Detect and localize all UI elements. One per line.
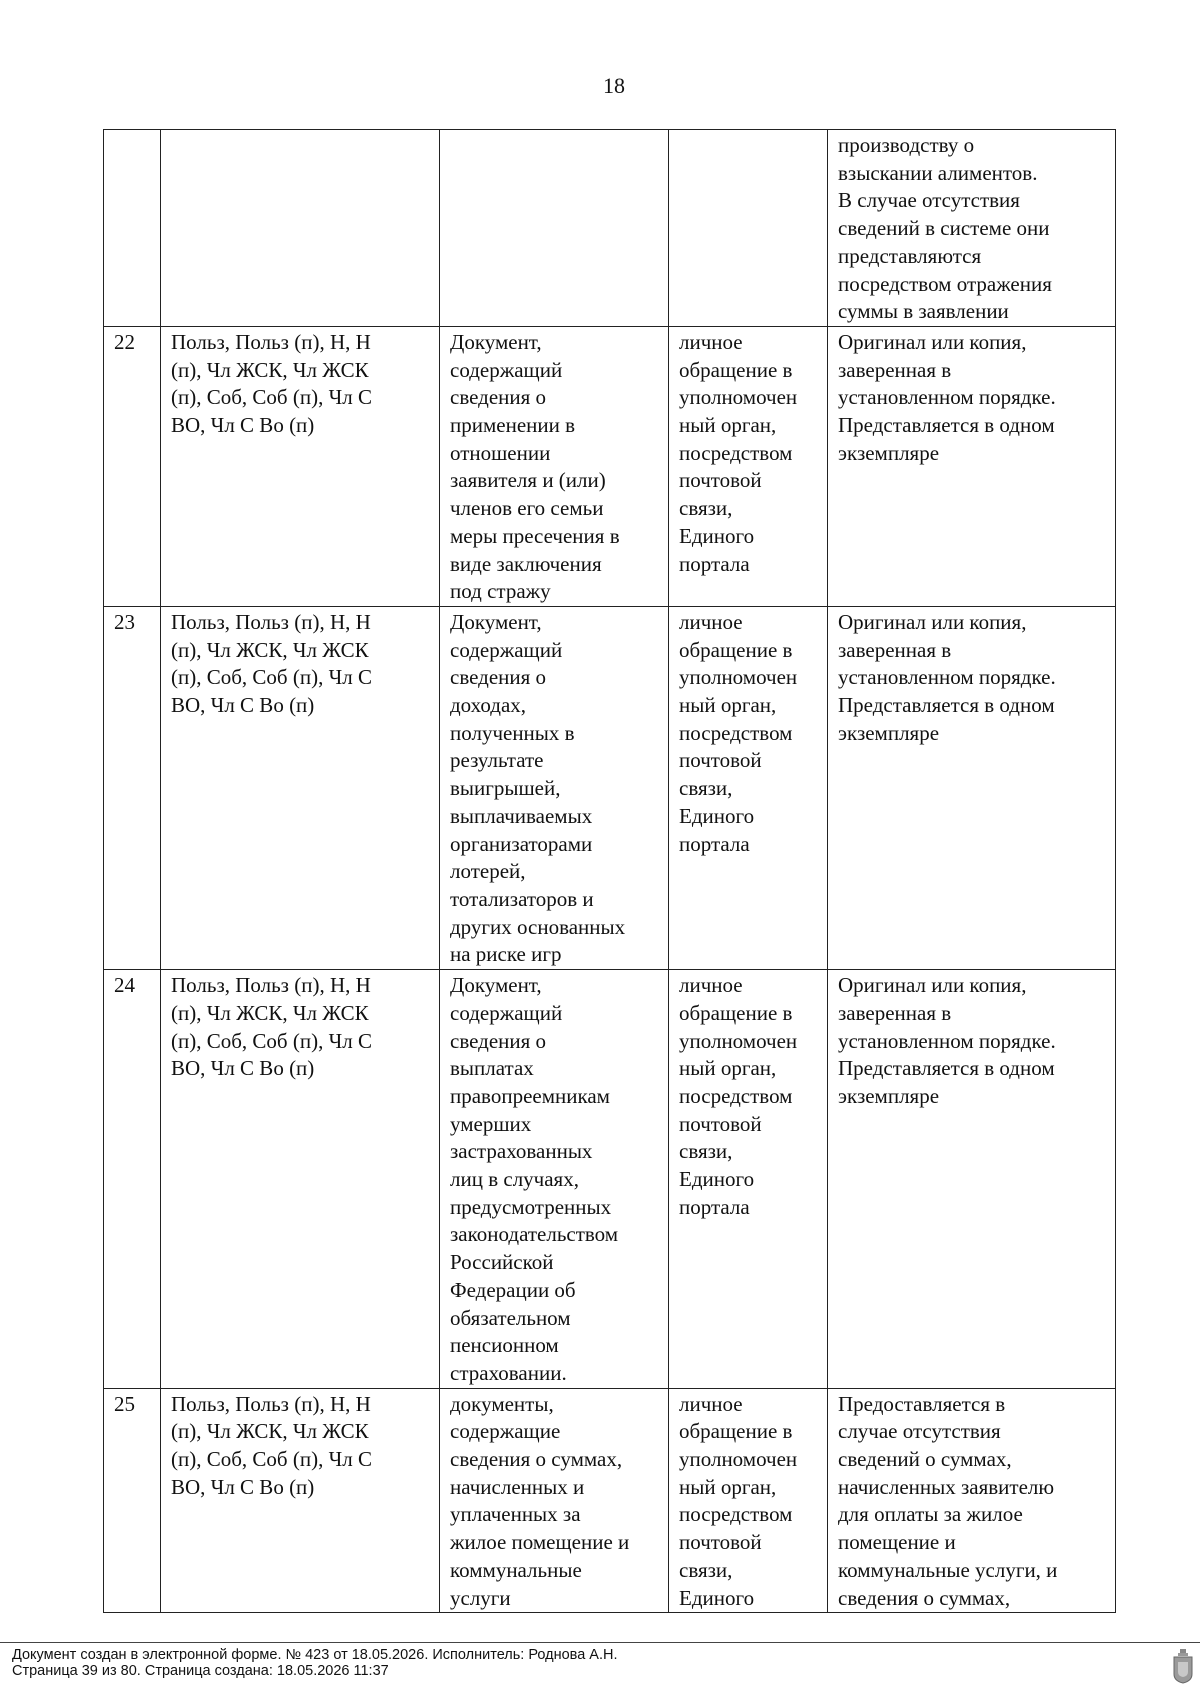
applicant-categories: Польз, Польз (п), Н, Н (п), Чл ЖСК, Чл ЖСК (п), Соб, Соб (п), Чл С ВО, Чл С Во (п) [161, 1388, 440, 1613]
submission-note: Оригинал или копия, заверенная в установленном порядке. Представляется в одном экземпляре [828, 326, 1116, 606]
coat-of-arms-icon [1172, 1648, 1194, 1684]
document-description: документы, содержащие сведения о суммах, начисленных и уплаченных за жилое помещение и коммунальные услуги [440, 1388, 669, 1613]
footer-page-info: Страница 39 из 80. Страница создана: 18.05.2026 11:37 [12, 1663, 389, 1679]
document-description [440, 130, 669, 327]
submission-method: личное обращение в уполномочен ный орган, посредством почтовой связи, Единого портала [669, 326, 828, 606]
row-number: 25 [104, 1388, 161, 1613]
row-number [104, 130, 161, 327]
row-number: 24 [104, 970, 161, 1389]
submission-method: личное обращение в уполномочен ный орган, посредством почтовой связи, Единого портала [669, 606, 828, 969]
submission-note: Оригинал или копия, заверенная в установленном порядке. Представляется в одном экземпляре [828, 606, 1116, 969]
submission-note: производству о взыскании алиментов. В случае отсутствия сведений в системе они представляются посредством отражения суммы в заявлении [828, 130, 1116, 327]
table-row [104, 130, 1116, 327]
row-number: 23 [104, 606, 161, 969]
submission-method [669, 130, 828, 327]
table-row [104, 970, 1116, 1389]
applicant-categories [161, 130, 440, 327]
document-description: Документ, содержащий сведения о доходах, полученных в результате выигрышей, выплачиваемых организаторами лотерей, тотализаторов и других основанных на риске игр [440, 606, 669, 969]
submission-method: личное обращение в уполномочен ный орган, посредством почтовой связи, Единого [669, 1388, 828, 1613]
page-number: 18 [603, 73, 625, 98]
submission-note: Предоставляется в случае отсутствия сведений о суммах, начисленных заявителю для оплаты за жилое помещение и коммунальные услуги, и сведения о суммах, [828, 1388, 1116, 1613]
submission-method: личное обращение в уполномочен ный орган, посредством почтовой связи, Единого портала [669, 970, 828, 1389]
document-description: Документ, содержащий сведения о применении в отношении заявителя и (или) членов его семьи меры пресечения в виде заключения под стражу [440, 326, 669, 606]
footer-document-info: Документ создан в электронной форме. № 423 от 18.05.2026. Исполнитель: Роднова А.Н. [12, 1647, 618, 1663]
footer [12, 1647, 618, 1679]
applicant-categories: Польз, Польз (п), Н, Н (п), Чл ЖСК, Чл ЖСК (п), Соб, Соб (п), Чл С ВО, Чл С Во (п) [161, 606, 440, 969]
footer-divider [0, 1642, 1200, 1643]
row-number: 22 [104, 326, 161, 606]
applicant-categories: Польз, Польз (п), Н, Н (п), Чл ЖСК, Чл ЖСК (п), Соб, Соб (п), Чл С ВО, Чл С Во (п) [161, 326, 440, 606]
submission-note: Оригинал или копия, заверенная в установленном порядке. Представляется в одном экземпляре [828, 970, 1116, 1389]
applicant-categories: Польз, Польз (п), Н, Н (п), Чл ЖСК, Чл ЖСК (п), Соб, Соб (п), Чл С ВО, Чл С Во (п) [161, 970, 440, 1389]
table-row [104, 326, 1116, 606]
documents-table [103, 129, 1116, 1613]
table-row [104, 1388, 1116, 1613]
document-description: Документ, содержащий сведения о выплатах правопреемникам умерших застрахованных лиц в случаях, предусмотренных законодательством Российской Федерации об обязательном пенсионном страховании. [440, 970, 669, 1389]
table-row [104, 606, 1116, 969]
